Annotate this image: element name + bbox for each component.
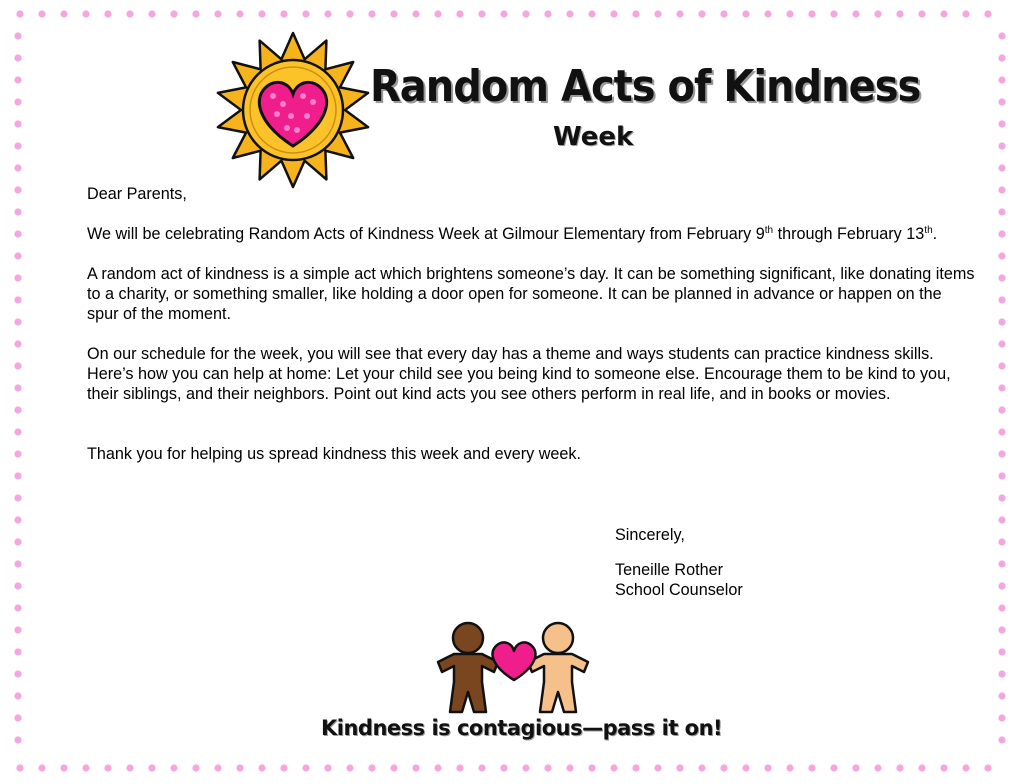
paragraph-thanks: Thank you for helping us spread kindness this week and every week. — [87, 445, 581, 463]
border-dot — [786, 764, 793, 771]
border-dot — [390, 10, 397, 17]
border-dot — [940, 764, 947, 771]
border-dot — [998, 164, 1005, 171]
border-dot — [610, 10, 617, 17]
border-dot — [14, 472, 21, 479]
border-dot — [14, 626, 21, 633]
border-dot — [14, 714, 21, 721]
border-dot — [940, 10, 947, 17]
border-dot — [434, 10, 441, 17]
border-dot — [998, 142, 1005, 149]
border-dot — [998, 670, 1005, 677]
border-dot — [14, 648, 21, 655]
border-dot — [14, 252, 21, 259]
border-dot — [456, 764, 463, 771]
sun-heart-icon — [213, 30, 373, 190]
border-dot — [14, 560, 21, 567]
border-dot — [14, 494, 21, 501]
border-dot — [998, 54, 1005, 61]
border-dot — [998, 472, 1005, 479]
border-dot — [16, 764, 23, 771]
border-dot — [192, 764, 199, 771]
border-dot — [14, 538, 21, 545]
border-dot — [998, 714, 1005, 721]
gingerbread-people-heart-icon — [436, 618, 592, 718]
border-dot — [258, 764, 265, 771]
border-dot — [742, 764, 749, 771]
border-dot — [544, 764, 551, 771]
border-dot — [14, 450, 21, 457]
border-dot — [786, 10, 793, 17]
signer-role: School Counselor — [615, 581, 743, 599]
border-dot — [764, 10, 771, 17]
border-dot — [720, 764, 727, 771]
border-dot — [346, 764, 353, 771]
border-dot — [830, 764, 837, 771]
border-dot — [998, 230, 1005, 237]
border-dot — [148, 10, 155, 17]
border-dot — [962, 10, 969, 17]
border-dot — [192, 10, 199, 17]
border-dot — [566, 10, 573, 17]
border-dot — [654, 10, 661, 17]
border-dot — [852, 10, 859, 17]
border-dot — [14, 120, 21, 127]
border-dot — [14, 604, 21, 611]
border-dot — [500, 10, 507, 17]
border-dot — [998, 560, 1005, 567]
border-dot — [324, 764, 331, 771]
border-dot — [14, 670, 21, 677]
border-dot — [998, 32, 1005, 39]
closing: Sincerely, — [615, 526, 685, 544]
border-dot — [896, 764, 903, 771]
border-dot — [170, 764, 177, 771]
border-dot — [998, 384, 1005, 391]
border-dot — [368, 764, 375, 771]
border-dot — [998, 186, 1005, 193]
border-dot — [962, 764, 969, 771]
border-dot — [998, 296, 1005, 303]
border-dot — [720, 10, 727, 17]
border-dot — [998, 736, 1005, 743]
border-dot — [998, 98, 1005, 105]
border-dot — [14, 230, 21, 237]
border-dot — [742, 10, 749, 17]
border-dot — [998, 538, 1005, 545]
border-dot — [522, 764, 529, 771]
page-subtitle: Week — [553, 122, 634, 152]
border-dot — [14, 164, 21, 171]
border-dot — [14, 736, 21, 743]
border-dot — [236, 764, 243, 771]
border-dot — [104, 10, 111, 17]
border-dot — [60, 764, 67, 771]
border-dot — [280, 10, 287, 17]
border-dot — [214, 10, 221, 17]
border-dot — [808, 10, 815, 17]
border-dot — [302, 764, 309, 771]
border-dot — [998, 582, 1005, 589]
border-dot — [214, 764, 221, 771]
border-dot — [14, 296, 21, 303]
signature-block — [615, 525, 743, 600]
border-dot — [764, 764, 771, 771]
border-dot — [566, 764, 573, 771]
border-dot — [346, 10, 353, 17]
border-dot — [918, 764, 925, 771]
border-dot — [14, 428, 21, 435]
border-dot — [676, 764, 683, 771]
border-dot — [390, 764, 397, 771]
border-dot — [698, 764, 705, 771]
border-dot — [434, 764, 441, 771]
border-dot — [104, 764, 111, 771]
page-title: Random Acts of Kindness — [370, 62, 921, 112]
border-dot — [14, 54, 21, 61]
tagline: Kindness is contagious—pass it on! — [321, 716, 723, 740]
border-dot — [14, 186, 21, 193]
border-dot — [918, 10, 925, 17]
border-dot — [500, 764, 507, 771]
border-dot — [998, 648, 1005, 655]
border-dot — [82, 764, 89, 771]
border-dot — [998, 76, 1005, 83]
border-dot — [984, 764, 991, 771]
signer-name: Teneille Rother — [615, 561, 723, 579]
border-dot — [874, 764, 881, 771]
border-dot — [14, 208, 21, 215]
border-dot — [808, 764, 815, 771]
border-dot — [998, 626, 1005, 633]
border-dot — [654, 764, 661, 771]
border-dot — [998, 692, 1005, 699]
paragraph-definition: A random act of kindness is a simple act which brightens someone’s day. It can be something significant, like donating items to a charity, or something smaller, like holding a door open for someone. It can be planned in advance or happen on the spur of the moment. — [87, 265, 975, 323]
border-dot — [38, 764, 45, 771]
border-dot — [412, 10, 419, 17]
border-dot — [998, 494, 1005, 501]
border-dot — [632, 764, 639, 771]
border-dot — [14, 318, 21, 325]
border-dot — [998, 428, 1005, 435]
paragraph-schedule: On our schedule for the week, you will see that every day has a theme and ways students can practice kindness skills. Here’s how you can help at home: Let your child see you being kind to someone else. Encourage them to be kind to you, their siblings, and their neighbors. Point out kind acts you see others perform in real life, and in books or movies. — [87, 345, 951, 403]
border-dot — [998, 604, 1005, 611]
border-dot — [126, 10, 133, 17]
border-dot — [14, 340, 21, 347]
border-dot — [984, 10, 991, 17]
border-dot — [14, 32, 21, 39]
paragraph-dates: We will be celebrating Random Acts of Kindness Week at Gilmour Elementary from February 9th through February 13th. — [87, 225, 938, 243]
border-dot — [14, 98, 21, 105]
border-dot — [896, 10, 903, 17]
border-dot — [14, 692, 21, 699]
border-dot — [544, 10, 551, 17]
border-dot — [478, 10, 485, 17]
border-dot — [14, 582, 21, 589]
border-dot — [852, 764, 859, 771]
border-dot — [998, 362, 1005, 369]
border-dot — [302, 10, 309, 17]
border-dot — [324, 10, 331, 17]
border-dot — [14, 516, 21, 523]
border-dot — [610, 764, 617, 771]
border-dot — [830, 10, 837, 17]
border-dot — [632, 10, 639, 17]
border-dot — [236, 10, 243, 17]
border-dot — [412, 764, 419, 771]
border-dot — [522, 10, 529, 17]
border-dot — [998, 318, 1005, 325]
border-dot — [478, 764, 485, 771]
border-dot — [998, 120, 1005, 127]
greeting: Dear Parents, — [87, 185, 187, 203]
border-dot — [998, 406, 1005, 413]
border-dot — [280, 764, 287, 771]
border-dot — [874, 10, 881, 17]
border-dot — [14, 76, 21, 83]
border-dot — [456, 10, 463, 17]
border-dot — [16, 10, 23, 17]
border-dot — [14, 142, 21, 149]
border-dot — [368, 10, 375, 17]
border-dot — [14, 274, 21, 281]
border-dot — [998, 340, 1005, 347]
border-dot — [258, 10, 265, 17]
border-dot — [14, 362, 21, 369]
border-dot — [998, 450, 1005, 457]
border-dot — [698, 10, 705, 17]
border-dot — [60, 10, 67, 17]
border-dot — [998, 516, 1005, 523]
border-dot — [126, 764, 133, 771]
border-dot — [38, 10, 45, 17]
border-dot — [148, 764, 155, 771]
border-dot — [998, 274, 1005, 281]
letter-body — [87, 184, 977, 484]
border-dot — [676, 10, 683, 17]
border-dot — [14, 384, 21, 391]
border-dot — [588, 764, 595, 771]
border-dot — [170, 10, 177, 17]
border-dot — [998, 252, 1005, 259]
border-dot — [588, 10, 595, 17]
border-dot — [14, 406, 21, 413]
border-dot — [998, 208, 1005, 215]
border-dot — [82, 10, 89, 17]
